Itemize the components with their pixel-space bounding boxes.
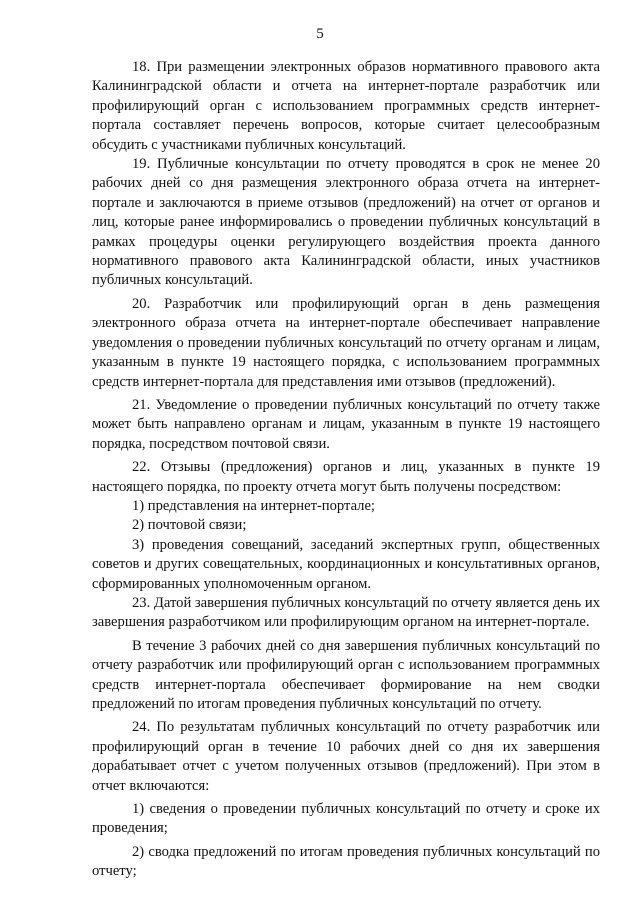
- list-item-22-3: 3) проведения совещаний, заседаний экспертных групп, общественных советов и других совещательных, координационных и консультативных органов, сформированных уполномоченным органом.: [92, 536, 600, 592]
- paragraph-23: 23. Датой завершения публичных консультаций по отчету является день их завершения разработчиком или профилирующим органом на интернет-портале.: [92, 594, 600, 631]
- list-item-22-1: 1) представления на интернет-портале;: [132, 497, 375, 514]
- list-item-24-2: 2) сводка предложений по итогам проведения публичных консультаций по отчету;: [92, 843, 600, 880]
- list-item-22-2: 2) почтовой связи;: [132, 517, 247, 534]
- paragraph-21: 21. Уведомление о проведении публичных консультаций по отчету также может быть направлено органам и лицам, указанным в пункте 19 настоящего порядка, посредством почтовой связи.: [92, 396, 600, 452]
- paragraph-23-continuation: В течение 3 рабочих дней со дня завершения публичных консультаций по отчету разработчик или профилирующий орган с использованием программных средств интернет-портала обеспечивает формирование на нем сводки предложений по итогам проведения публичных консультаций по отчету.: [92, 637, 600, 712]
- page-number: 5: [316, 26, 324, 42]
- paragraph-19: 19. Публичные консультации по отчету проводятся в срок не менее 20 рабочих дней со дня размещения электронного образа отчета на интернет-портале и заключаются в приеме отзывов (предложений) на отчет от органов и лиц, которые ранее информировались о проведении публичных консультаций в рамках процедуры оценки регулирующего воздействия проекта данного нормативного правового акта Калининградской области, иных участников публичных консультаций.: [92, 156, 600, 289]
- paragraph-24: 24. По результатам публичных консультаций по отчету разработчик или профилирующий орган в течение 10 рабочих дней со дня их завершения дорабатывает отчет с учетом полученных отзывов (предложений). При этом в отчет включаются:: [92, 719, 600, 794]
- document-body: [92, 58, 600, 882]
- paragraph-22: 22. Отзывы (предложения) органов и лиц, указанных в пункте 19 настоящего порядка, по проекту отчета могут быть получены посредством:: [92, 459, 600, 495]
- list-item-24-1: 1) сведения о проведении публичных консультаций по отчету и сроке их проведения;: [92, 801, 600, 837]
- paragraph-20: 20. Разработчик или профилирующий орган в день размещения электронного образа отчета на интернет-портале обеспечивает направление уведомления о проведении публичных консультаций по отчету органам и лицам, указанным в пункте 19 настоящего порядка, с использованием программных средств интернет-портала для представления ими отзывов (предложений).: [92, 295, 600, 390]
- paragraph-18: 18. При размещении электронных образов нормативного правового акта Калининградской области и отчета на интернет-портале разработчик или профилирующий орган с использованием программных средств интернет-портала составляет перечень вопросов, которые считает целесообразным обсудить с участниками публичных консультаций.: [92, 59, 600, 153]
